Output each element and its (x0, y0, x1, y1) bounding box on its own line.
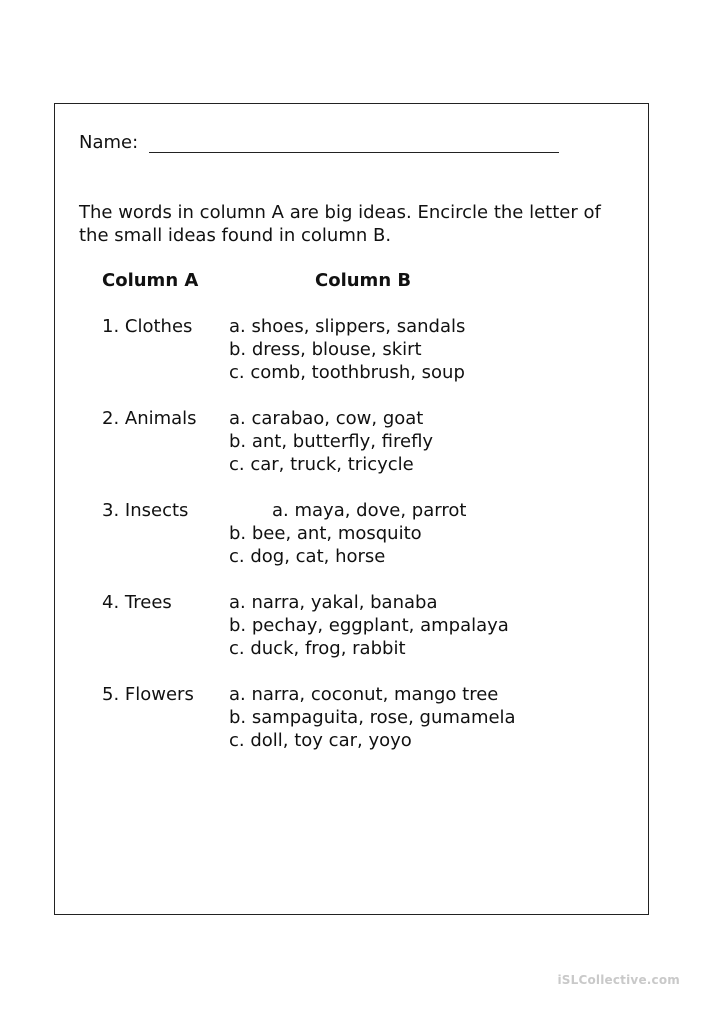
name-label: Name: (79, 132, 139, 153)
column-b-header: Column B (315, 270, 412, 291)
option-a[interactable]: a. narra, coconut, mango tree (229, 684, 499, 705)
option-c[interactable]: c. comb, toothbrush, soup (229, 362, 465, 383)
big-idea-word: 3. Insects (102, 500, 189, 521)
option-b[interactable]: b. bee, ant, mosquito (229, 523, 422, 544)
option-b[interactable]: b. dress, blouse, skirt (229, 339, 422, 360)
option-a[interactable]: a. narra, yakal, banaba (229, 592, 438, 613)
option-b[interactable]: b. ant, butterfly, firefly (229, 431, 434, 452)
option-c[interactable]: c. doll, toy car, yoyo (229, 730, 412, 751)
name-answer-line (149, 152, 559, 153)
site-watermark: iSLCollective.com (557, 973, 680, 987)
instructions-line-2: the small ideas found in column B. (79, 225, 392, 246)
column-a-header: Column A (102, 270, 199, 291)
big-idea-word: 5. Flowers (102, 684, 194, 705)
option-a[interactable]: a. carabao, cow, goat (229, 408, 424, 429)
option-b[interactable]: b. sampaguita, rose, gumamela (229, 707, 516, 728)
option-a[interactable]: a. shoes, slippers, sandals (229, 316, 466, 337)
big-idea-word: 1. Clothes (102, 316, 193, 337)
option-c[interactable]: c. dog, cat, horse (229, 546, 386, 567)
instructions-line-1: The words in column A are big ideas. Encircle the letter of (79, 202, 601, 223)
instructions (79, 201, 644, 247)
big-idea-word: 2. Animals (102, 408, 197, 429)
option-b[interactable]: b. pechay, eggplant, ampalaya (229, 615, 509, 636)
big-idea-word: 4. Trees (102, 592, 172, 613)
option-a[interactable]: a. maya, dove, parrot (272, 500, 467, 521)
option-c[interactable]: c. duck, frog, rabbit (229, 638, 406, 659)
option-c[interactable]: c. car, truck, tricycle (229, 454, 414, 475)
